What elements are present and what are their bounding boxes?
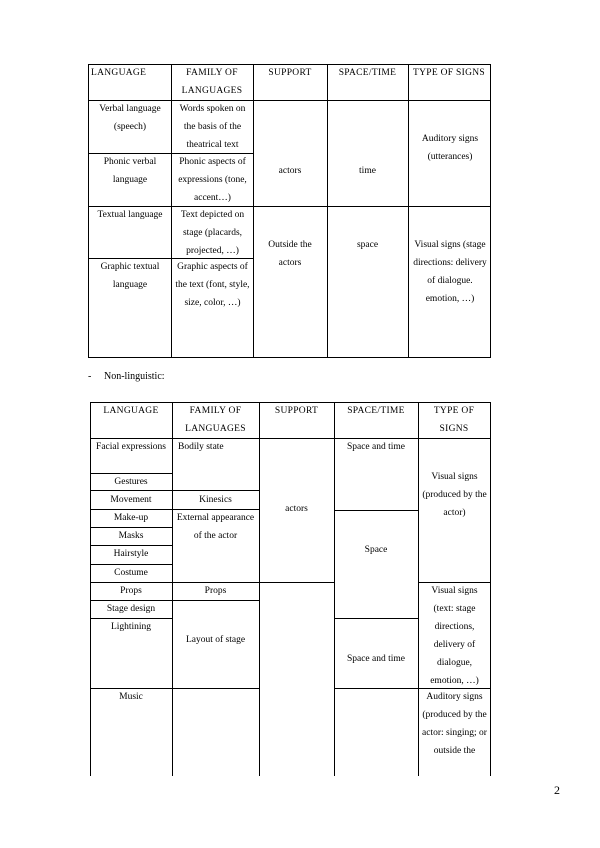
list-bullet: - [88, 371, 92, 382]
t1-language-cell: Textual language [97, 210, 163, 220]
t1-header-signs: TYPE OF SIGNS [413, 68, 485, 78]
t1-family-cell: Words spoken on the basis of the theatrical text [179, 104, 246, 150]
t2-header-family: FAMILY OF LANGUAGES [185, 406, 246, 434]
t2-space-time-cell: Space [364, 545, 388, 555]
t2-language-cell: Props [120, 586, 142, 596]
page-number: 2 [554, 783, 560, 797]
t1-header-space-time: SPACE/TIME [338, 68, 397, 78]
t2-family-cell: Layout of stage [185, 635, 246, 645]
t2-family-cell: Bodily state [178, 442, 224, 452]
t2-language-cell: Gestures [114, 477, 148, 487]
t2-header-support: SUPPORT [274, 406, 319, 416]
t2-language-cell: Hairstyle [113, 549, 149, 559]
t1-family-cell: Text depicted on stage (placards, projected, …) [180, 210, 245, 256]
t1-support-cell: Outside the actors [268, 240, 312, 268]
t1-support-cell: actors [278, 166, 302, 176]
t2-language-cell: Stage design [106, 604, 156, 614]
t1-header-family: FAMILY OF LANGUAGES [181, 68, 243, 96]
t2-language-cell: Facial expressions [96, 442, 166, 452]
t2-signs-cell: Visual signs (text: stage directions, delivery of dialogue, emotion, …) [430, 586, 479, 686]
t2-language-cell: Make-up [113, 513, 149, 523]
t1-signs-cell: Visual signs (stage directions: delivery of dialogue. emotion, …) [413, 240, 487, 304]
t2-family-cell: External appearance of the actor [176, 513, 255, 541]
section-label: Non-linguistic: [104, 371, 165, 382]
t1-language-cell: Phonic verbal language [103, 157, 157, 185]
t2-signs-cell: Auditory signs (produced by the actor: singing; or outside the [422, 692, 487, 756]
t1-space-time-cell: space [356, 240, 379, 250]
t1-space-time-cell: time [359, 166, 376, 176]
t2-header-space-time: SPACE/TIME [347, 406, 405, 416]
t2-language-cell: Music [119, 692, 143, 702]
t2-language-cell: Movement [110, 495, 152, 505]
t1-family-cell: Phonic aspects of expressions (tone, accent…) [178, 157, 247, 203]
t2-family-cell: Kinesics [199, 495, 232, 505]
t2-family-cell: Props [204, 586, 227, 596]
t2-header-language: LANGUAGE [103, 406, 159, 416]
t2-language-cell: Lightining [110, 622, 152, 632]
t1-signs-cell: Auditory signs (utterances) [421, 134, 479, 162]
t2-header-signs: TYPE OF SIGNS [433, 406, 475, 434]
t1-header-language: LANGUAGE [91, 68, 147, 78]
t2-signs-cell: Visual signs (produced by the actor) [422, 472, 487, 518]
t2-space-time-cell: Space and time [346, 442, 406, 452]
t2-space-time-cell: Space and time [346, 654, 406, 664]
t2-support-cell: actors [285, 504, 308, 514]
t1-header-support: SUPPORT [268, 68, 312, 78]
t2-language-cell: Costume [114, 568, 148, 578]
t1-language-cell: Graphic textual language [100, 262, 160, 290]
t1-language-cell: Verbal language (speech) [99, 104, 161, 132]
t2-language-cell: Masks [118, 531, 144, 541]
t1-family-cell: Graphic aspects of the text (font, style, size, color, …) [175, 262, 250, 308]
